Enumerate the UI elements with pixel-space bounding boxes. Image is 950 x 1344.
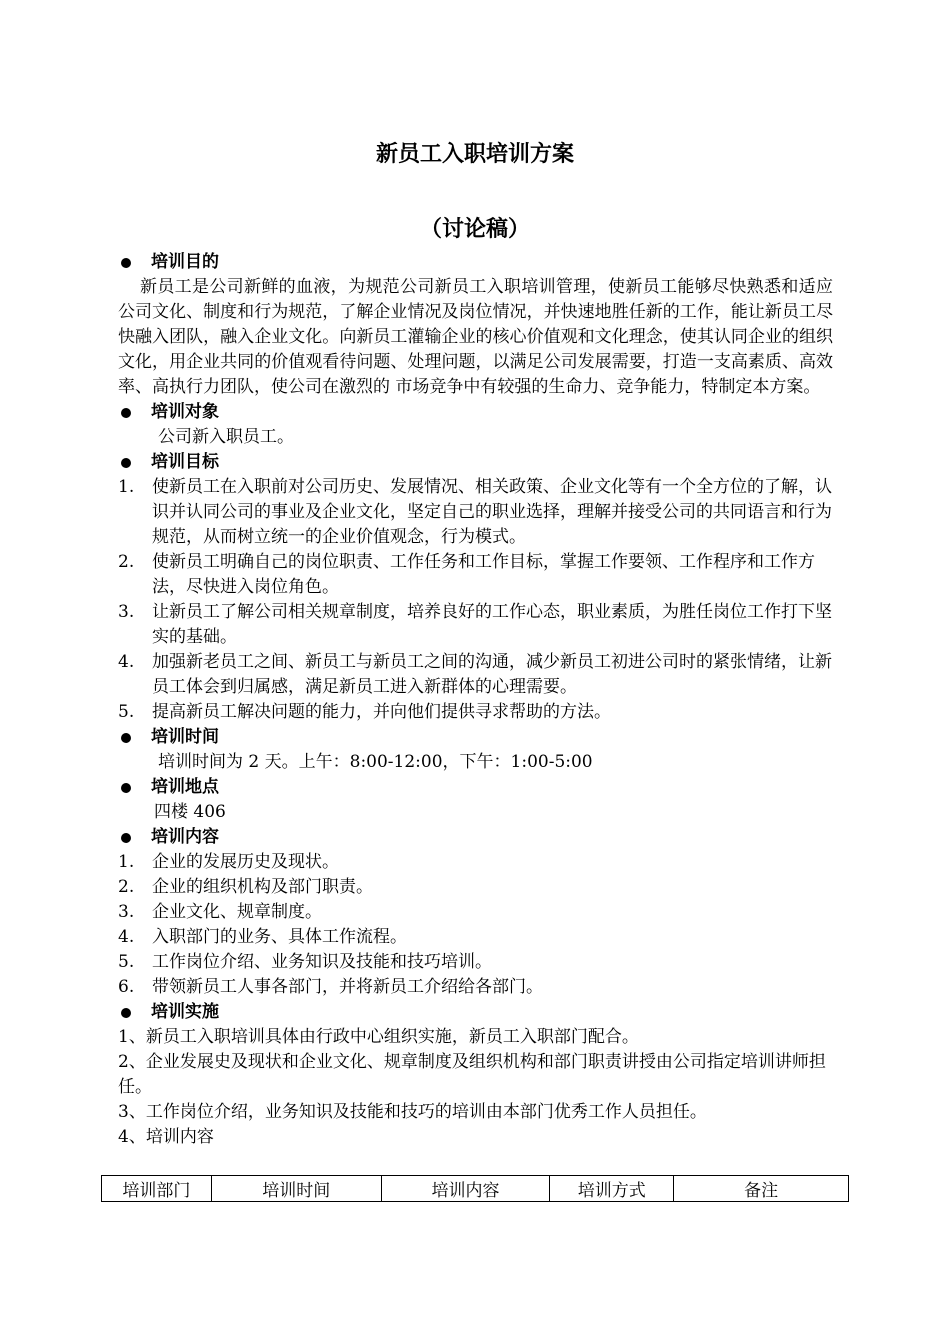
list-item-text: 企业的发展历史及现状。 [152,852,339,872]
list-item-text: 工作岗位介绍、业务知识及技能和技巧培训。 [152,952,492,972]
section-heading-text: 培训内容 [151,827,219,847]
list-item-text: 使新员工在入职前对公司历史、发展情况、相关政策、企业文化等有一个全方位的了解，认识并认同公司的事业及企业文化，坚定自己的职业选择，理解并接受公司的共同语言和行为规范，从而树立统一的企业价值观念，行为模式。 [152,477,832,547]
list-item [118,475,833,550]
list-item-text: 入职部门的业务、具体工作流程。 [152,927,407,947]
section-heading-goals [118,450,833,475]
content-list [118,850,833,1000]
list-item-number: 2. [118,877,135,897]
list-item [118,975,833,1000]
list-item-text: 使新员工明确自己的岗位职责、工作任务和工作目标，掌握工作要领、工作程序和工作方法，尽快进入岗位角色。 [152,552,815,597]
table-header-cell: 培训部门 [102,1176,212,1202]
list-item-text: 企业的组织机构及部门职责。 [152,877,373,897]
list-item-number: 4. [118,927,135,947]
list-item-text: 提高新员工解决问题的能力，并向他们提供寻求帮助的方法。 [152,702,611,722]
list-item [118,700,833,725]
list-item-number: 6. [118,977,135,997]
list-item-text: 带领新员工人事各部门，并将新员工介绍给各部门。 [152,977,543,997]
implementation-line: 1、新员工入职培训具体由行政中心组织实施，新员工入职部门配合。 [118,1027,639,1047]
list-item-number: 3. [118,602,135,622]
section-heading-implementation [118,1000,833,1025]
list-item-number: 2. [118,552,135,572]
bullet-icon [121,833,131,843]
list-item-text: 加强新老员工之间、新员工与新员工之间的沟通，减少新员工初进公司时的紧张情绪，让新员工体会到归属感，满足新员工进入新群体的心理需要。 [152,652,832,697]
table-header-cell: 培训方式 [550,1176,674,1202]
section-heading-purpose [118,250,833,275]
section-heading-text: 培训地点 [151,777,219,797]
bullet-icon [121,458,131,468]
section-heading-text: 培训时间 [151,727,219,747]
list-item [118,650,833,700]
table-header-cell: 培训时间 [211,1176,381,1202]
table-header-row [102,1176,849,1202]
document-title: 新员工入职培训方案 [375,142,574,167]
table-header-cell: 培训内容 [381,1176,550,1202]
list-item-text: 让新员工了解公司相关规章制度，培养良好的工作心态，职业素质，为胜任岗位工作打下坚实的基础。 [152,602,832,647]
list-item-number: 4. [118,652,135,672]
section-heading-text: 培训对象 [151,402,219,422]
time-text: 培训时间为 2 天。上午：8:00-12:00，下午：1:00-5:00 [158,752,593,772]
bullet-icon [121,258,131,268]
implementation-line: 3、工作岗位介绍，业务知识及技能和技巧的培训由本部门优秀工作人员担任。 [118,1102,707,1122]
training-schedule-table [101,1175,849,1202]
list-item-number: 1. [118,477,135,497]
list-item [118,875,833,900]
list-item [118,925,833,950]
section-heading-text: 培训实施 [151,1002,219,1022]
section-heading-content [118,825,833,850]
table-header-cell: 备注 [674,1176,849,1202]
bullet-icon [121,733,131,743]
goals-list [118,475,833,725]
list-item [118,600,833,650]
list-item-text: 企业文化、规章制度。 [152,902,322,922]
section-heading-location [118,775,833,800]
section-heading-time [118,725,833,750]
section-heading-audience [118,400,833,425]
list-item [118,850,833,875]
document-body [118,250,833,1150]
list-item [118,950,833,975]
list-item [118,900,833,925]
bullet-icon [121,408,131,418]
implementation-line: 4、培训内容 [118,1127,214,1147]
list-item-number: 1. [118,852,135,872]
document-subtitle: （讨论稿） [419,217,530,242]
location-text: 四楼 406 [154,802,226,822]
purpose-paragraph: 新员工是公司新鲜的血液，为规范公司新员工入职培训管理，使新员工能够尽快熟悉和适应公司文化、制度和行为规范，了解企业情况及岗位情况，并快速地胜任新的工作，能让新员工尽快融入团队，融入企业文化。向新员工灌输企业的核心价值观和文化理念，使其认同企业的组织文化，用企业共同的价值观看待问题、处理问题，以满足公司发展需要，打造一支高素质、高效率、高执行力团队，使公司在激烈的 市场竞争中有较强的生命力、竞争能力，特制定本方案。 [118,277,833,397]
section-heading-text: 培训目标 [151,452,219,472]
list-item-number: 5. [118,702,135,722]
list-item-number: 5. [118,952,135,972]
list-item [118,550,833,600]
implementation-line: 2、企业发展史及现状和企业文化、规章制度及组织机构和部门职责讲授由公司指定培训讲师担任。 [118,1052,826,1097]
bullet-icon [121,1008,131,1018]
list-item-number: 3. [118,902,135,922]
bullet-icon [121,783,131,793]
section-heading-text: 培训目的 [151,252,219,272]
audience-text: 公司新入职员工。 [158,427,294,447]
